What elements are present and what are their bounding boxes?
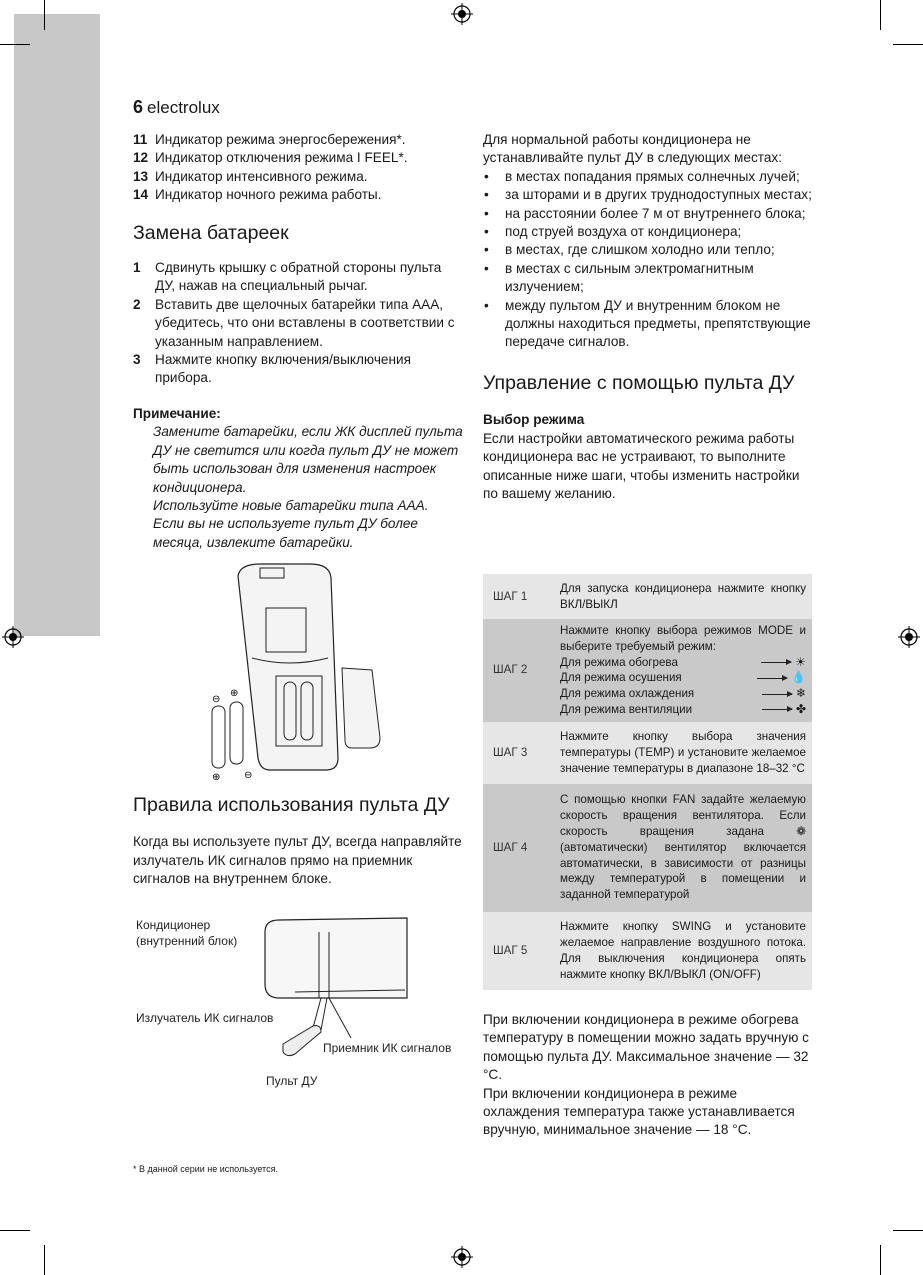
steps-table (483, 574, 812, 990)
mode-cool-row: Для режима охлаждения ❄ (560, 686, 806, 701)
note-body (133, 423, 463, 552)
remote-battery-illustration (200, 558, 400, 793)
placement-item: • в местах, где слишком холодно или тепло; (483, 241, 813, 259)
receiver-label: Приемник ИК сигналов (323, 1041, 452, 1055)
rules-text: Когда вы используете пульт ДУ, всегда направляйте излучатель ИК сигналов прямо на приемник сигналов на внутреннем блоке. (133, 834, 462, 887)
note-line: Используйте новые батарейки типа ААА. (153, 497, 429, 513)
registration-mark-icon (2, 626, 24, 648)
footnote: * В данной серии не используется. (133, 1164, 278, 1174)
crop-mark (44, 1245, 45, 1275)
step-text: Нажмите кнопку выбора режимов MODE и выберите требуемый режим: (560, 624, 806, 653)
placement-item: • между пультом ДУ и внутренним блоком не должны находиться предметы, препятствующие передаче сигналов. (483, 297, 813, 352)
temperature-notes (483, 1011, 813, 1140)
step-text: С помощью кнопки FAN задайте желаемую скорость вращения вентилятора. Если скорость вращения задана ❁ (автоматически) вентилятор включается автоматически, в зависимости от разницы между температурой в помещении и заданной температурой (560, 793, 806, 902)
step-text: Нажмите кнопку выбора значения температуры (TEMP) и установите желаемое значение температуры в диапазоне 18–32 °C (560, 730, 806, 775)
note-line: Замените батарейки, если ЖК дисплей пульта ДУ не светится или когда пульт ДУ не может быть использован для изменения настроек кондиционера. (153, 424, 463, 495)
crop-mark (893, 44, 923, 45)
indicator-item: 12 Индикатор отключения режима I FEEL*. (133, 150, 408, 166)
sun-icon: ☀ (795, 654, 806, 669)
step-label: ШАГ 5 (493, 943, 528, 957)
step-label: ШАГ 2 (493, 663, 528, 677)
indicator-list (133, 131, 463, 205)
placement-item: • в местах попадания прямых солнечных лучей; (483, 168, 813, 186)
battery-steps (133, 259, 463, 388)
indicator-item: 11 Индикатор режима энергосбережения*. (133, 132, 406, 147)
mode-heat-row: Для режима обогрева ☀ (560, 654, 806, 669)
step-row (483, 912, 812, 990)
step-row (483, 619, 812, 722)
registration-mark-icon (898, 626, 920, 648)
emitter-label: Излучатель ИК сигналов (136, 1011, 274, 1025)
left-column (133, 131, 463, 552)
unit-label: Кондиционер (внутренний блок) (136, 918, 238, 948)
placement-list (483, 168, 813, 352)
svg-text:⊖: ⊖ (244, 770, 253, 781)
step-text: Нажмите кнопку SWING и установите желаемое направление воздушного потока. Для выключения кондиционера опять нажмите кнопку ВКЛ/ВЫКЛ (ON/OFF) (560, 920, 806, 981)
brand-name: electrolux (147, 98, 220, 117)
rules-section (133, 796, 463, 889)
indicator-item: 14 Индикатор ночного режима работы. (133, 187, 382, 203)
crop-mark (880, 1245, 881, 1275)
crop-mark (893, 1230, 923, 1231)
battery-step: 2 Вставить две щелочных батарейки типа ААА, убедитесь, что они вставлены в соответствии с указанным направлением. (133, 296, 455, 349)
step-label: ШАГ 3 (493, 745, 528, 759)
step-row (483, 574, 812, 619)
placement-intro: Для нормальной работы кондиционера не устанавливайте пульт ДУ в следующих местах: (483, 132, 782, 166)
step-label: ШАГ 4 (493, 840, 528, 854)
placement-item: • за шторами и в других труднодоступных местах; (483, 186, 813, 204)
registration-mark-icon (451, 1246, 473, 1268)
indicator-item: 13 Индикатор интенсивного режима. (133, 168, 368, 184)
page-header (133, 97, 220, 118)
page-number: 6 (133, 97, 144, 117)
crop-mark (0, 1230, 30, 1231)
crop-mark (880, 0, 881, 30)
cooling-note: При включении кондиционера в режиме охлаждения температура также устанавливается вручную, минимальное значение — 18 °C. (483, 1085, 795, 1138)
crop-mark (44, 0, 45, 30)
step-text: Для запуска кондиционера нажмите кнопку ВКЛ/ВЫКЛ (560, 581, 806, 611)
battery-step: 1 Сдвинуть крышку с обратной стороны пульта ДУ, нажав на специальный рычаг. (133, 260, 442, 294)
svg-text:⊕: ⊕ (212, 772, 221, 783)
mode-fan-row: Для режима вентиляции ✤ (560, 701, 806, 716)
crop-mark (0, 44, 30, 45)
step-row (483, 722, 812, 784)
fan-icon: ✤ (795, 701, 806, 716)
heating-note: При включении кондиционера в режиме обогрева температуру в помещении можно задать вручную с помощью пульта ДУ. Максимальное значение — 32 °C. (483, 1012, 809, 1083)
step-label: ШАГ 1 (493, 589, 528, 603)
battery-step: 3 Нажмите кнопку включения/выключения прибора. (133, 352, 411, 386)
remote-label: Пульт ДУ (266, 1074, 318, 1088)
placement-item: • в местах с сильным электромагнитным излучением; (483, 260, 813, 297)
page-side-bar (14, 14, 100, 636)
registration-mark-icon (451, 3, 473, 25)
battery-heading: Замена батареек (133, 221, 289, 244)
note-line: Если вы не используете пульт ДУ более месяца, извлеките батарейки. (153, 516, 418, 550)
mode-text: Если настройки автоматического режима работы кондиционера вас не устраивают, то выполните описанные ниже шаги, чтобы изменить настройки по вашему желанию. (483, 430, 800, 501)
drop-icon: 💧 (791, 670, 806, 685)
svg-text:⊕: ⊕ (230, 688, 239, 699)
snowflake-icon: ❄ (795, 686, 806, 701)
mode-dry-row: Для режима осушения 💧 (560, 670, 806, 685)
placement-item: • под струей воздуха от кондиционера; (483, 223, 813, 241)
mode-heading: Выбор режима (483, 412, 585, 428)
placement-item: • на расстоянии более 7 м от внутреннего блока; (483, 205, 813, 223)
svg-text:⊖: ⊖ (212, 694, 221, 705)
right-column (483, 131, 813, 503)
control-heading: Управление с помощью пульта ДУ (483, 371, 795, 394)
rules-heading: Правила использования пульта ДУ (133, 794, 450, 816)
step-row (483, 784, 812, 912)
note-title: Примечание: (133, 405, 221, 421)
